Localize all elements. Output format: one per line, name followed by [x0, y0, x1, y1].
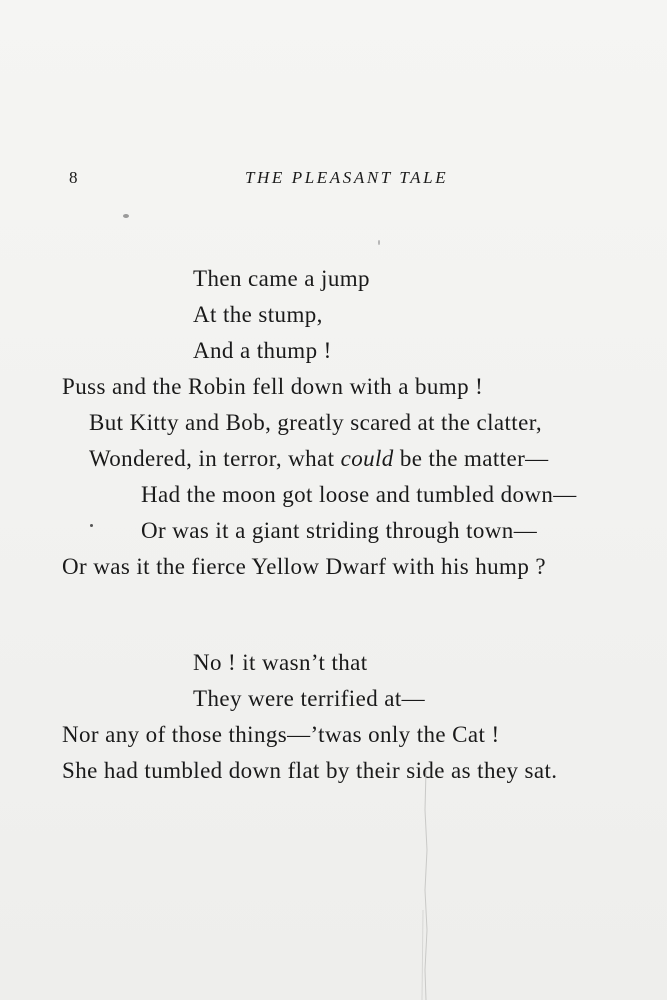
paper-crease — [420, 770, 432, 1000]
poem-line: Puss and the Robin fell down with a bump ! — [62, 374, 484, 399]
paper-speck — [90, 524, 93, 527]
running-header — [0, 168, 667, 192]
poem-line: At the stump, — [193, 302, 323, 327]
paper-speck — [378, 240, 380, 245]
running-title: THE PLEASANT TALE — [245, 168, 449, 187]
poem-line: Or was it the fierce Yellow Dwarf with his hump ? — [62, 554, 546, 579]
poem-line: But Kitty and Bob, greatly scared at the clatter, — [89, 410, 542, 435]
poem-line: No ! it wasn’t that — [193, 650, 368, 675]
emphasized-word: could — [340, 446, 394, 471]
poem-line: Wondered, in terror, what could be the matter— — [89, 446, 549, 471]
paper-speck — [123, 214, 129, 218]
poem-line: Nor any of those things—’twas only the Cat ! — [62, 722, 500, 747]
poem-line: She had tumbled down flat by their side as they sat. — [62, 758, 558, 783]
poem-line: Or was it a giant striding through town— — [141, 518, 538, 543]
poem-line: They were terrified at— — [193, 686, 426, 711]
page-number: 8 — [69, 168, 78, 187]
poem-line: Had the moon got loose and tumbled down— — [141, 482, 577, 507]
poem-line: And a thump ! — [193, 338, 332, 363]
poem-line: Then came a jump — [193, 266, 370, 291]
